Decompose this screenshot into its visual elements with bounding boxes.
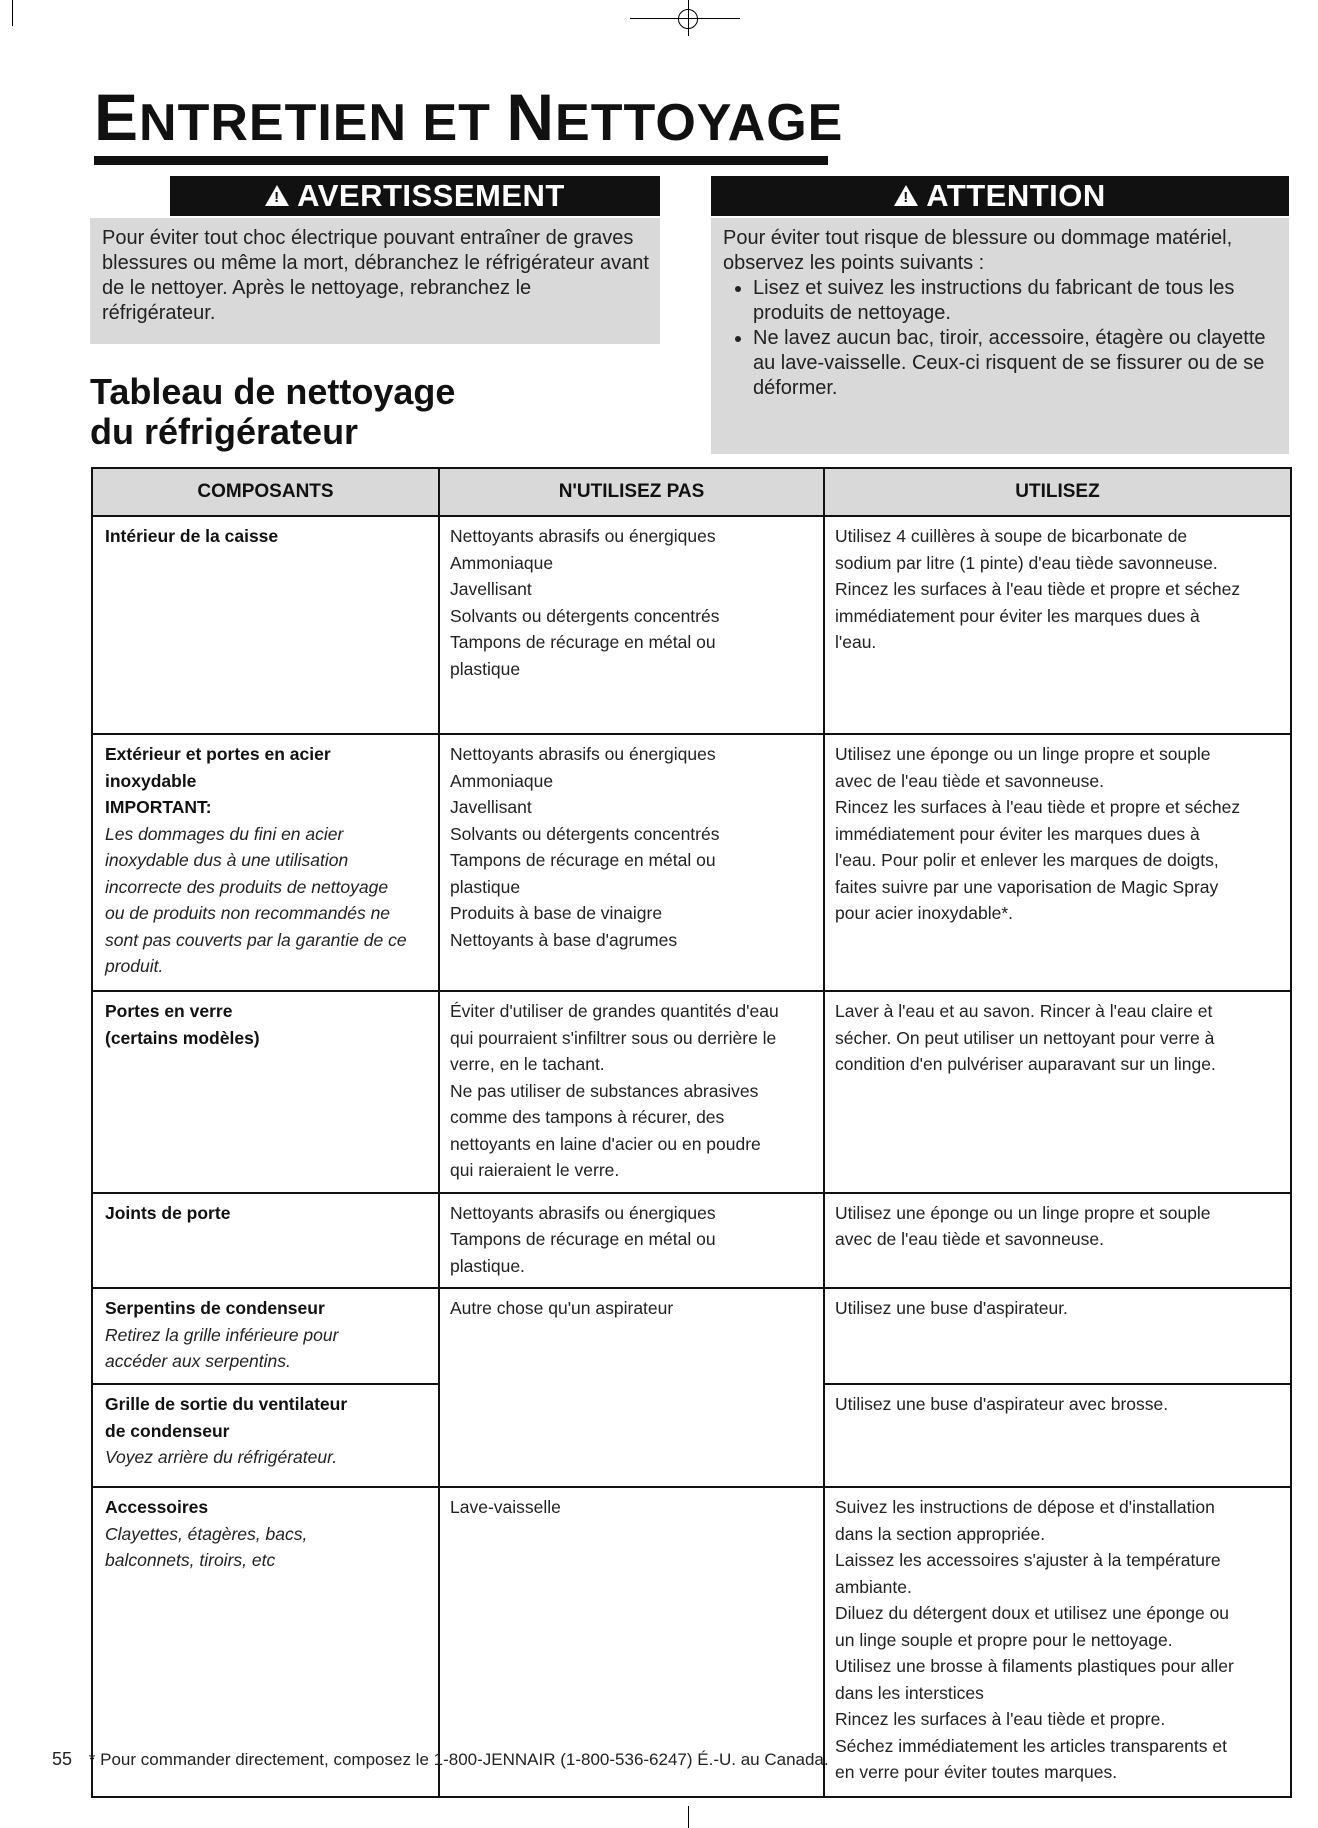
text-line: Rincez les surfaces à l'eau tiède et propre et séchez <box>835 797 1241 817</box>
text-line: Solvants ou détergents concentrés <box>450 605 720 626</box>
text-line: Séchez immédiatement les articles transparents et <box>835 1735 1227 1756</box>
page-title-rest: NTRETIEN ET <box>139 94 507 152</box>
registration-mark <box>678 9 698 29</box>
text-line: Éviter d'utiliser de grandes quantités d'eau <box>450 1001 779 1021</box>
do-not-use-cell <box>439 1193 824 1289</box>
table-row <box>92 1288 1291 1384</box>
text-line: Utilisez une buse d'aspirateur. <box>835 1298 1068 1318</box>
component-note: incorrecte des produits de nettoyage <box>105 876 389 897</box>
table-row <box>92 734 1291 991</box>
use-cell <box>824 1384 1291 1487</box>
text-line: immédiatement pour éviter les marques dues à <box>835 823 1200 844</box>
component-note: balconnets, tiroirs, etc <box>105 1550 276 1570</box>
component-cell <box>92 1288 439 1384</box>
section-title <box>90 372 455 452</box>
table-row <box>92 991 1291 1193</box>
cleaning-table <box>88 467 1292 1798</box>
text-line: dans les interstices <box>835 1682 984 1703</box>
text-line: qui raieraient le verre. <box>450 1160 620 1180</box>
section-title-line-2: du réfrigérateur <box>90 411 359 452</box>
text-line: Suivez les instructions de dépose et d'installation <box>835 1497 1215 1517</box>
text-line: Nettoyants abrasifs ou énergiques <box>450 744 716 764</box>
text-line: plastique <box>450 876 521 897</box>
component-name: inoxydable <box>105 770 197 791</box>
text-line: Utilisez 4 cuillères à soupe de bicarbonate de <box>835 526 1188 546</box>
text-line: pour acier inoxydable*. <box>835 903 1014 923</box>
component-note: accéder aux serpentins. <box>105 1351 291 1371</box>
caution-triangle-icon: ! <box>894 185 918 206</box>
text-line: plastique <box>450 658 521 679</box>
title-rule <box>94 156 828 165</box>
text-line: Utilisez une buse d'aspirateur avec brosse. <box>835 1394 1169 1414</box>
warning-text <box>90 218 660 344</box>
page-footer <box>52 1749 829 1770</box>
caution-heading <box>711 176 1289 216</box>
use-cell <box>824 516 1291 734</box>
text-line: condition d'en pulvériser auparavant sur un linge. <box>835 1054 1216 1074</box>
text-line: Ammoniaque <box>450 552 554 573</box>
page-title: ENTRETIEN ET NETTOYAGE <box>94 80 844 154</box>
text-line: Nettoyants abrasifs ou énergiques <box>450 526 716 546</box>
text-line: Utilisez une brosse à filaments plastiques pour aller <box>835 1656 1234 1676</box>
text-line: qui pourraient s'infiltrer sous ou derrière le <box>450 1027 777 1048</box>
crop-mark <box>12 0 13 26</box>
text-line: Nettoyants à base d'agrumes <box>450 929 678 950</box>
use-cell <box>824 1193 1291 1289</box>
text-line: Javellisant <box>450 797 532 817</box>
table-row <box>92 516 1291 734</box>
table-row <box>92 1193 1291 1289</box>
text-line: Rincez les surfaces à l'eau tiède et propre et séchez <box>835 579 1241 599</box>
warning-heading <box>170 176 660 216</box>
component-cell <box>92 1384 439 1487</box>
text-line: l'eau. Pour polir et enlever les marques de doigts, <box>835 850 1219 870</box>
warning-triangle-icon: ! <box>265 185 289 206</box>
caution-item: • Lisez et suivez les instructions du fabricant de tous les produits de nettoyage. <box>753 276 1279 326</box>
component-cell <box>92 1193 439 1289</box>
text-line: Tampons de récurage en métal ou <box>450 1229 716 1249</box>
caution-list <box>723 276 1279 401</box>
text-line: Utilisez une éponge ou un linge propre et souple <box>835 744 1211 764</box>
use-cell <box>824 734 1291 991</box>
text-line: Solvants ou détergents concentrés <box>450 823 720 844</box>
header-components: COMPOSANTS <box>92 468 439 516</box>
text-line: Nettoyants abrasifs ou énergiques <box>450 1202 716 1223</box>
caution-item: • Ne lavez aucun bac, tiroir, accessoire, étagère ou clayette au lave-vaisselle. Ceux-ci risquent de se fissurer ou de se déformer. <box>753 326 1279 401</box>
text-line: Rincez les surfaces à l'eau tiède et propre. <box>835 1709 1166 1729</box>
use-cell <box>824 1288 1291 1384</box>
component-name: Serpentins de condenseur <box>105 1298 325 1318</box>
component-name: Portes en verre <box>105 1001 233 1021</box>
text-line: en verre pour éviter toutes marques. <box>835 1762 1118 1782</box>
text-line: Javellisant <box>450 579 532 599</box>
text-line: Ne pas utiliser de substances abrasives <box>450 1080 759 1101</box>
component-cell <box>92 991 439 1193</box>
text-line: l'eau. <box>835 632 877 652</box>
text-line: Utilisez une éponge ou un linge propre et souple <box>835 1202 1211 1223</box>
text-line: Laissez les accessoires s'ajuster à la température <box>835 1550 1221 1570</box>
text-line: faites suivre par une vaporisation de Magic Spray <box>835 876 1219 897</box>
component-name: de condenseur <box>105 1420 230 1441</box>
text-line: Produits à base de vinaigre <box>450 903 663 923</box>
text-line: verre, en le tachant. <box>450 1054 605 1074</box>
component-cell <box>92 734 439 991</box>
warning-text-body: Pour éviter tout choc électrique pouvant entraîner de graves blessures ou même la mort, débranchez le réfrigérateur avant de le nettoyer. Après le nettoyage, rebranchez le réfrigérateur. <box>102 227 649 324</box>
header-use: UTILISEZ <box>824 468 1291 516</box>
text-line: sodium par litre (1 pinte) d'eau tiède savonneuse. <box>835 552 1218 573</box>
text-line: immédiatement pour éviter les marques dues à <box>835 605 1200 626</box>
component-note: Retirez la grille inférieure pour <box>105 1324 339 1345</box>
use-cell <box>824 1487 1291 1797</box>
text-line: dans la section appropriée. <box>835 1523 1046 1544</box>
component-name: Accessoires <box>105 1497 209 1517</box>
component-name: Joints de porte <box>105 1202 231 1223</box>
header-do-not-use: N'UTILISEZ PAS <box>439 468 824 516</box>
footnote: * Pour commander directement, composez le 1-800-JENNAIR (1-800-536-6247) É.-U. au Canada. <box>88 1750 829 1769</box>
component-note: sont pas couverts par la garantie de ce <box>105 929 407 950</box>
text-line: Autre chose qu'un aspirateur <box>450 1298 674 1318</box>
text-line: ambiante. <box>835 1576 912 1597</box>
component-note: Voyez arrière du réfrigérateur. <box>105 1447 338 1467</box>
component-note: inoxydable dus à une utilisation <box>105 850 349 870</box>
text-line: Ammoniaque <box>450 770 554 791</box>
use-cell <box>824 991 1291 1193</box>
table-header-row <box>92 468 1291 516</box>
warning-heading-text: AVERTISSEMENT <box>297 178 565 213</box>
do-not-use-cell <box>439 516 824 734</box>
component-note: Clayettes, étagères, bacs, <box>105 1523 308 1544</box>
caution-heading-text: ATTENTION <box>926 178 1106 213</box>
important-label: IMPORTANT: <box>105 797 212 817</box>
caution-text <box>711 218 1289 454</box>
caution-intro: Pour éviter tout risque de blessure ou dommage matériel, observez les points suivants : <box>723 227 1233 274</box>
text-line: Lave-vaisselle <box>450 1497 561 1517</box>
component-note: produit. <box>105 956 164 976</box>
text-line: avec de l'eau tiède et savonneuse. <box>835 1229 1104 1249</box>
component-cell <box>92 516 439 734</box>
text-line: un linge souple et propre pour le nettoyage. <box>835 1629 1173 1650</box>
section-title-line-1: Tableau de nettoyage <box>90 371 456 412</box>
text-line: Diluez du détergent doux et utilisez une éponge ou <box>835 1603 1230 1623</box>
crop-mark <box>688 1806 689 1828</box>
text-line: Tampons de récurage en métal ou <box>450 632 716 652</box>
do-not-use-cell <box>439 734 824 991</box>
page-number: 55 <box>52 1749 73 1769</box>
component-name: Intérieur de la caisse <box>105 526 279 546</box>
do-not-use-cell <box>439 1288 824 1487</box>
do-not-use-cell <box>439 991 824 1193</box>
text-line: Tampons de récurage en métal ou <box>450 850 716 870</box>
text-line: plastique. <box>450 1255 525 1276</box>
component-name: Grille de sortie du ventilateur <box>105 1394 348 1414</box>
text-line: Laver à l'eau et au savon. Rincer à l'eau claire et <box>835 1001 1213 1021</box>
component-note: Les dommages du fini en acier <box>105 823 344 844</box>
component-note: ou de produits non recommandés ne <box>105 903 391 923</box>
component-name: (certains modèles) <box>105 1027 260 1048</box>
text-line: comme des tampons à récurer, des <box>450 1107 725 1127</box>
text-line: sécher. On peut utiliser un nettoyant pour verre à <box>835 1027 1215 1048</box>
text-line: avec de l'eau tiède et savonneuse. <box>835 770 1104 791</box>
component-name: Extérieur et portes en acier <box>105 744 331 764</box>
text-line: nettoyants en laine d'acier ou en poudre <box>450 1133 761 1154</box>
